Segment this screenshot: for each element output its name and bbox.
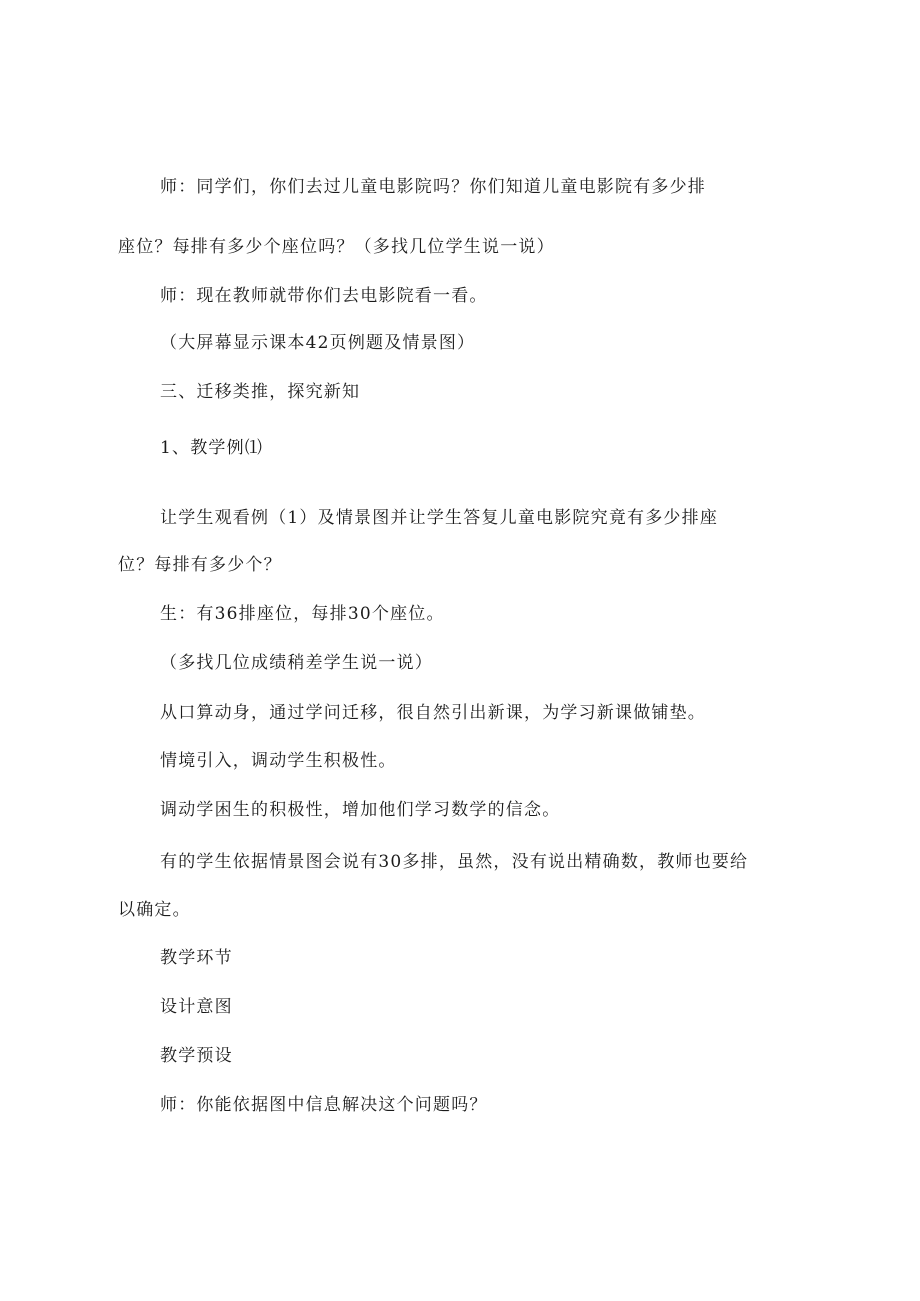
paragraph-line: 师：现在教师就带你们去电影院看一看。	[160, 286, 488, 306]
paragraph-line: 让学生观看例（1）及情景图并让学生答复儿童电影院究竟有多少排座	[160, 508, 719, 528]
paragraph-line: （多找几位成绩稍差学生说一说）	[160, 653, 433, 673]
paragraph-line: 设计意图	[160, 997, 233, 1017]
paragraph-line: 情境引入，调动学生积极性。	[160, 751, 397, 771]
paragraph-line: 从口算动身，通过学问迁移，很自然引出新课，为学习新课做铺垫。	[160, 703, 706, 723]
paragraph-line: 座位？每排有多少个座位吗？（多找几位学生说一说）	[118, 237, 555, 257]
paragraph-line: 位？每排有多少个？	[118, 555, 282, 575]
paragraph-line: 调动学困生的积极性，增加他们学习数学的信念。	[160, 800, 561, 820]
paragraph-line: 以确定。	[118, 900, 191, 920]
paragraph-line: （大屏幕显示课本42页例题及情景图）	[160, 333, 476, 353]
section-heading: 三、迁移类推，探究新知	[160, 382, 361, 402]
subsection-heading: 1、教学例⑴	[160, 438, 264, 458]
paragraph-line: 师：你能依据图中信息解决这个问题吗？	[160, 1095, 488, 1115]
paragraph-line: 师：同学们，你们去过儿童电影院吗？你们知道儿童电影院有多少排	[160, 177, 706, 197]
paragraph-line: 教学环节	[160, 948, 233, 968]
paragraph-line: 有的学生依据情景图会说有30多排，虽然，没有说出精确数，教师也要给	[160, 852, 749, 872]
paragraph-line: 生：有36排座位，每排30个座位。	[160, 604, 445, 624]
paragraph-line: 教学预设	[160, 1046, 233, 1066]
